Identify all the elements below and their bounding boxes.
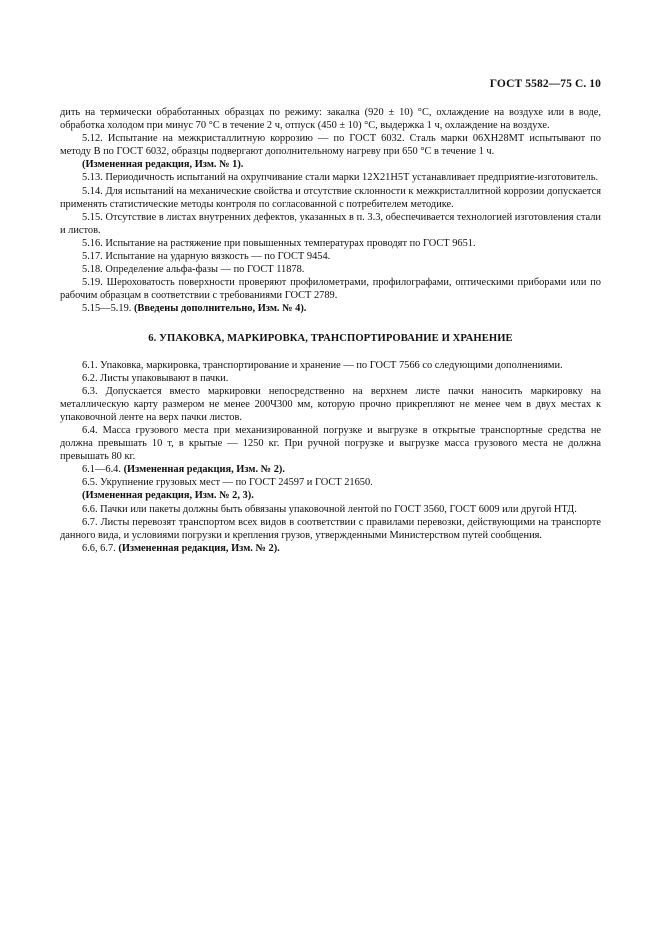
section-6-title: 6. УПАКОВКА, МАРКИРОВКА, ТРАНСПОРТИРОВАНИЕ И ХРАНЕНИЕ xyxy=(148,332,513,344)
paragraph-6-5: 6.5. Укрупнение грузовых мест — по ГОСТ 24597 и ГОСТ 21650. xyxy=(82,477,373,489)
paragraph-6-4: 6.4. Масса грузового места при механизированной погрузке и выгрузке в открытые транспортные средства не должна превышать 10 т, в крытые — 1250 кг. При ручной погрузке и выгрузке масса грузового места не должна превышать 80 кг. xyxy=(60,424,601,463)
paragraph-5-17: 5.17. Испытание на ударную вязкость — по ГОСТ 9454. xyxy=(82,251,331,263)
amendment-range-label: 5.15—5.19. xyxy=(82,303,134,315)
paragraph-6-3: 6.3. Допускается вместо маркировки непосредственно на верхнем листе пачки наносить маркировку на металлическую карту размером не менее 200Ч300 мм, которую прочно прикрепляют не менее чем в двух местах к упаковочной ленте на верх пачки листов. xyxy=(60,385,601,423)
paragraph-5-18: 5.18. Определение альфа-фазы — по ГОСТ 11878. xyxy=(82,264,305,276)
paragraph-5-15: 5.15. Отсутствие в листах внутренних дефектов, указанных в п. 3.3, обеспечивается технологией изготовления стали и листов. xyxy=(60,211,601,236)
paragraph-6-7: 6.7. Листы перевозят транспортом всех видов в соответствии с правилами перевозки, действующими на транспорте данного вида, и условиями погрузки и крепления грузов, утвержденными Министерством путей сообщения. xyxy=(60,516,601,541)
amendment-range-label: 6.6, 6.7. xyxy=(82,542,119,554)
paragraph-5-19: 5.19. Шероховатость поверхности проверяют профилометрами, профилографами, оптическими приборами или по рабочим образцам в соответствии с требованиями ГОСТ 2789. xyxy=(60,277,601,302)
amendment-note-text: (Введены дополнительно, Изм. № 4). xyxy=(133,303,307,315)
amendment-note-text: (Измененная редакция, Изм. № 2). xyxy=(123,464,285,476)
amendment-note-text: (Измененная редакция, Изм. № 2). xyxy=(118,542,280,554)
amendment-note-6-5: (Измененная редакция, Изм. № 2, 3). xyxy=(82,490,254,502)
paragraph-5-13: 5.13. Периодичность испытаний на охрупчивание стали марки 12Х21Н5Т устанавливает предприятие-изготовитель. xyxy=(82,172,599,184)
amendment-note-6-6-6-7 xyxy=(60,542,601,555)
paragraph-5-11-continuation: дить на термически обработанных образцах по режиму: закалка (920 ± 10) °С, охлаждение на воздухе или в воде, обработка холодом при минус 70 °С в течение 2 ч, отпуск (450 ± 10) °С, выдержка 1 ч, охлаждение на воздухе. xyxy=(60,107,601,132)
paragraph-5-14: 5.14. Для испытаний на механические свойства и отсутствие склонности к межкристаллитной коррозии допускается применять статистические методы контроля по согласованной с потребителем методике. xyxy=(60,185,601,210)
paragraph-5-12: 5.12. Испытание на межкристаллитную коррозию — по ГОСТ 6032. Сталь марки 06ХН28МТ испытывают по методу В по ГОСТ 6032, образцы подвергают дополнительному нагреву при 650 °С в течение 1 ч. xyxy=(60,133,601,158)
amendment-note-5-12: (Измененная редакция, Изм. № 1). xyxy=(82,159,244,171)
amendment-note-6-1-6-4 xyxy=(60,463,601,476)
paragraph-6-1: 6.1. Упаковка, маркировка, транспортирование и хранение — по ГОСТ 7566 со следующими дополнениями. xyxy=(82,359,563,371)
paragraph-6-6: 6.6. Пачки или пакеты должны быть обвязаны упаковочной лентой по ГОСТ 3560, ГОСТ 6009 или другой НТД. xyxy=(82,503,577,515)
paragraph-5-16: 5.16. Испытание на растяжение при повышенных температурах проводят по ГОСТ 9651. xyxy=(82,237,476,249)
amendment-note-5-15-5-19 xyxy=(60,302,601,315)
page-header: ГОСТ 5582—75 С. 10 xyxy=(489,78,601,90)
document-page xyxy=(60,78,601,555)
paragraph-6-2: 6.2. Листы упаковывают в пачки. xyxy=(82,372,229,384)
amendment-range-label: 6.1—6.4. xyxy=(82,464,124,476)
